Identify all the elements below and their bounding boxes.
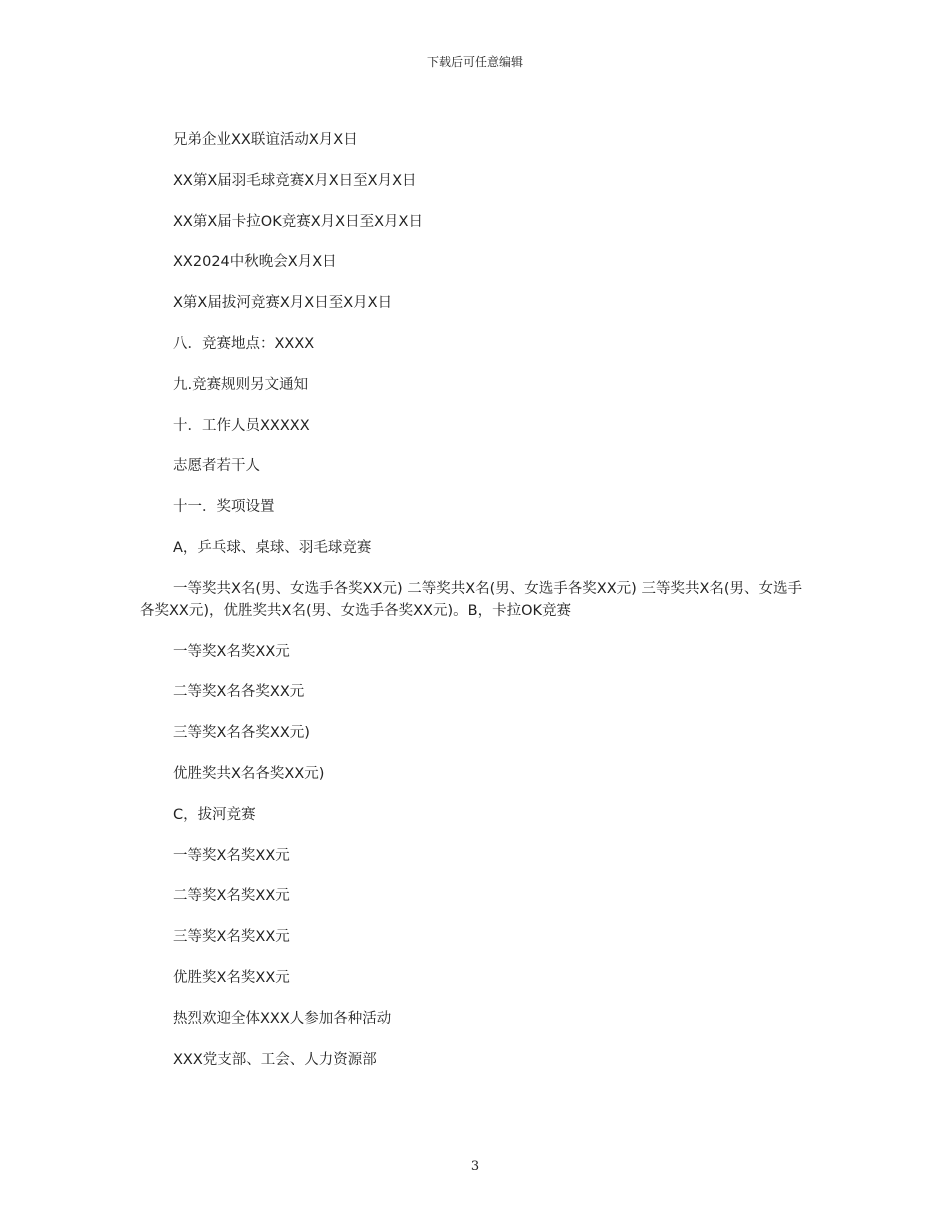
awards-c-heading: C，拔河竞赛	[173, 806, 256, 823]
awards-c-merit-prize: 优胜奖X名奖XX元	[173, 969, 290, 986]
paragraph-volunteers: 志愿者若干人	[173, 458, 260, 475]
awards-b-second-prize: 二等奖X名各奖XX元	[173, 684, 305, 701]
awards-c-first-prize: 一等奖X名奖XX元	[173, 847, 290, 864]
paragraph-tug-of-war-contest: X第X届拔河竞赛X月X日至X月X日	[173, 295, 393, 312]
awards-a-details: 一等奖共X名(男、女选手各奖XX元) 二等奖共X名(男、女选手各奖XX元) 三等奖共X名(男、女选手各奖XX元)，优胜奖共X名(男、女选手各奖XX元)。B，卡拉OK竞赛	[140, 580, 803, 619]
section-8-venue: 八．竞赛地点：XXXX	[173, 335, 315, 352]
section-9-rules: 九.竞赛规则另文通知	[173, 376, 309, 393]
awards-c-third-prize: 三等奖X名奖XX元	[173, 929, 290, 946]
awards-c-second-prize: 二等奖X名奖XX元	[173, 888, 290, 905]
section-11-awards: 十一．奖项设置	[173, 499, 275, 516]
paragraph-organizers: XXX党支部、工会、人力资源部	[173, 1051, 377, 1068]
page-header-note: 下载后可任意编辑	[426, 55, 523, 69]
paragraph-badminton-contest: XX第X届羽毛球竞赛X月X日至X月X日	[173, 172, 417, 189]
paragraph-welcome: 热烈欢迎全体XXX人参加各种活动	[173, 1010, 392, 1027]
paragraph-karaoke-contest: XX第X届卡拉OK竞赛X月X日至X月X日	[173, 213, 423, 230]
awards-b-first-prize: 一等奖X名奖XX元	[173, 643, 290, 660]
section-10-staff: 十．工作人员XXXXX	[173, 417, 310, 434]
page-number: 3	[470, 1159, 480, 1174]
awards-a-heading: A，乒乓球、桌球、羽毛球竞赛	[173, 539, 372, 556]
awards-b-third-prize: 三等奖X名各奖XX元)	[173, 725, 310, 742]
awards-b-merit-prize: 优胜奖共X名各奖XX元)	[173, 765, 325, 782]
paragraph-sibling-company-event: 兄弟企业XX联谊活动X月X日	[173, 132, 358, 148]
paragraph-mid-autumn-gala: XX2024中秋晚会X月X日	[173, 254, 337, 271]
document-body	[140, 129, 810, 1089]
